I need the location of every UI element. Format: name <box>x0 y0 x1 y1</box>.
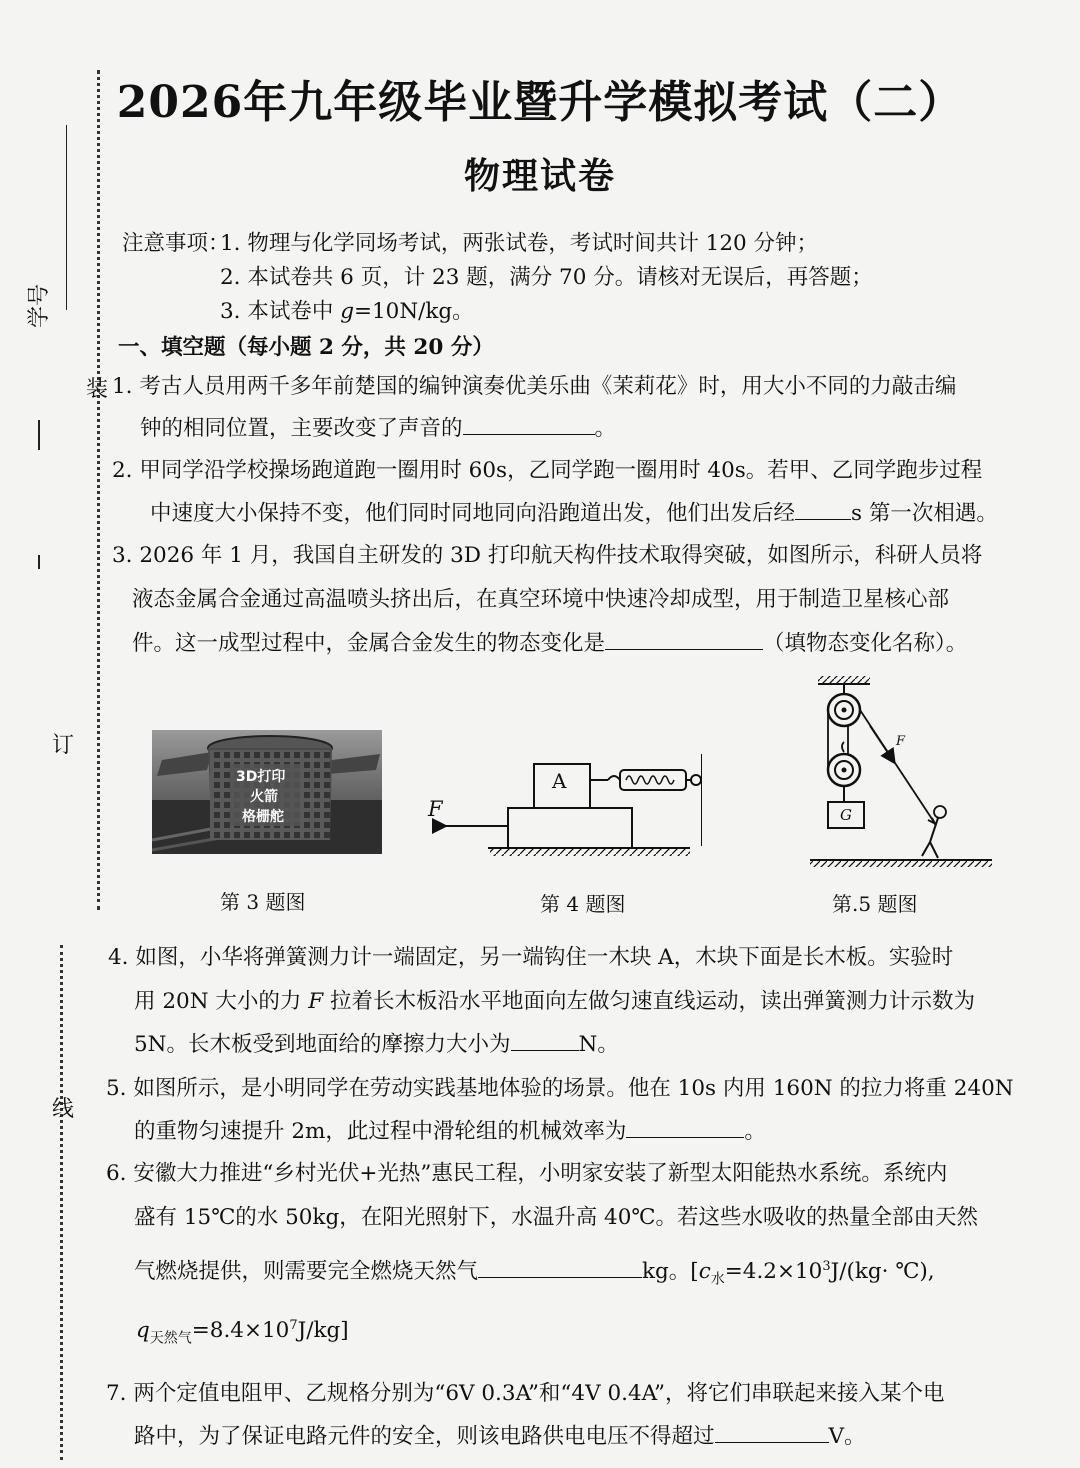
q6-line-3 <box>134 1254 935 1288</box>
q-variable: q <box>136 1318 150 1344</box>
fig4-spring-scale <box>620 770 686 790</box>
q3-end: （填物态变化名称）。 <box>763 631 968 656</box>
q3-line-1: 3. 2026 年 1 月，我国自主研发的 3D 打印航天构件技术取得突破，如图所示，科研人员将 <box>112 543 983 568</box>
fig4-ground-hatch <box>490 849 690 856</box>
fig5-movable-hook <box>842 742 844 752</box>
q-unit: J/kg] <box>297 1318 349 1344</box>
binding-mark-xian: 线 <box>52 1097 75 1122</box>
q7-text: 路中，为了保证电路元件的安全，则该电路供电电压不得超过 <box>134 1424 715 1449</box>
q5-end: 。 <box>744 1119 766 1144</box>
q-subscript: 天然气 <box>149 1330 192 1347</box>
q7-line-2 <box>134 1419 866 1450</box>
fig5-weight-label: G <box>840 806 852 824</box>
fig5-person-body <box>922 818 938 858</box>
fig4-hook <box>608 776 620 780</box>
margin-tick <box>38 555 40 569</box>
fig4-long-board <box>508 808 632 848</box>
q4-line-2 <box>134 984 975 1015</box>
q1-line-2 <box>140 411 616 442</box>
fig3-photo-label-1: 3D打印 <box>236 769 286 785</box>
c-value: =4.2×10 <box>724 1259 823 1284</box>
fig5-person-head <box>934 806 946 818</box>
q4-line-3 <box>134 1027 619 1058</box>
fig4-caption: 第 4 题图 <box>540 892 626 916</box>
fig5-ceiling-hatch <box>818 676 870 684</box>
q5-line-1: 5. 如图所示，是小明同学在劳动实践基地体验的场景。他在 10s 内用 160N 的拉力将重 240N <box>106 1076 1014 1101</box>
c-unit: J/(kg· ℃), <box>830 1259 935 1284</box>
q6-line-1: 6. 安徽大力推进“乡村光伏+光热”惠民工程，小明家安装了新型太阳能热水系统。系统内 <box>106 1161 948 1186</box>
q7-end: V。 <box>828 1424 866 1449</box>
g-value: =10N/kg。 <box>353 299 474 324</box>
notice-item-3-text: 3. 本试卷中 <box>220 299 341 324</box>
fig3-photo-label-3: 格栅舵 <box>242 809 284 825</box>
q-value: =8.4×10 <box>191 1318 290 1344</box>
fig5-force-arrow <box>870 726 894 762</box>
binding-mark-zhuang: 装 <box>86 377 109 402</box>
fig5-diagram <box>806 672 1006 872</box>
q6-line-4 <box>136 1318 349 1347</box>
fig4-force-label: F <box>428 797 443 821</box>
q4-end: N。 <box>578 1032 619 1057</box>
notice-label: 注意事项： <box>122 231 230 256</box>
q5-text: 的重物匀速提升 2m，此过程中滑轮组的机械效率为 <box>134 1119 627 1144</box>
section-heading: 一、填空题（每小题 2 分，共 20 分） <box>118 335 494 360</box>
fig4-wall-ring <box>691 775 701 785</box>
fig4-diagram <box>432 750 702 860</box>
margin-dash <box>38 420 40 450</box>
binding-dotted-line-bottom <box>60 945 63 1460</box>
q4-text: 5N。长木板受到地面给的摩擦力大小为 <box>134 1032 511 1057</box>
g-variable: g <box>340 299 354 324</box>
q2-line-1: 2. 甲同学沿学校操场跑道跑一圈用时 60s，乙同学跑一圈用时 40s。若甲、乙同学跑步过程 <box>112 458 983 483</box>
q2-end: s 第一次相遇。 <box>851 501 998 526</box>
q5-answer-blank[interactable] <box>626 1117 744 1138</box>
q4-text-a: 用 20N 大小的力 <box>134 989 309 1014</box>
q-exponent: 7 <box>289 1318 298 1333</box>
q3-line-3 <box>132 626 967 657</box>
notice-item-1: 1. 物理与化学同场考试，两张试卷，考试时间共计 120 分钟； <box>220 231 819 256</box>
q6-text: 气燃烧提供，则需要完全燃烧天然气 <box>134 1259 479 1284</box>
q4-answer-blank[interactable] <box>511 1030 579 1051</box>
q4-text-b: 拉着长木板沿水平地面向左做匀速直线运动，读出弹簧测力计示数为 <box>323 989 975 1014</box>
c-variable: c <box>698 1259 711 1284</box>
q1-text: 钟的相同位置，主要改变了声音的 <box>140 416 463 441</box>
fig5-floor-hatch <box>810 861 992 867</box>
fig3-photo-label-2: 火箭 <box>250 789 278 805</box>
q2-answer-blank[interactable] <box>795 499 851 520</box>
c-subscript: 水 <box>710 1271 725 1288</box>
q5-line-2 <box>134 1114 766 1145</box>
q1-line-1: 1. 考古人员用两千多年前楚国的编钟演奏优美乐曲《茉莉花》时，用大小不同的力敲击编 <box>112 374 957 399</box>
notice-item-2: 2. 本试卷共 6 页，计 23 题，满分 70 分。请核对无误后，再答题； <box>220 265 873 290</box>
q4-line-1: 4. 如图，小华将弹簧测力计一端固定，另一端钩住一木块 A，木块下面是长木板。实验时 <box>108 945 954 970</box>
q6-answer-blank[interactable] <box>478 1257 642 1278</box>
c-exponent: 3 <box>822 1258 831 1274</box>
q2-text: 中速度大小保持不变，他们同时同地同向沿跑道出发，他们出发后经 <box>150 501 796 526</box>
fig3-photo <box>152 730 382 854</box>
q3-text: 件。这一成型过程中，金属合金发生的物态变化是 <box>132 631 606 656</box>
q3-line-2: 液态金属合金通过高温喷头挤出后，在真空环境中快速冷却成型，用于制造卫星核心部 <box>132 587 950 612</box>
q1-answer-blank[interactable] <box>463 414 595 435</box>
exam-subtitle: 物理试卷 <box>463 155 616 197</box>
binding-mark-ding: 订 <box>52 733 75 758</box>
fig5-force-label: F <box>896 734 906 749</box>
exam-title: 2026年九年级毕业暨升学模拟考试（二） <box>116 77 964 128</box>
student-id-label: 学号 <box>27 283 52 328</box>
q1-end: 。 <box>594 416 617 441</box>
fig5-caption: 第.5 题图 <box>832 892 918 916</box>
fig3-caption: 第 3 题图 <box>220 890 306 914</box>
q7-answer-blank[interactable] <box>715 1422 829 1443</box>
q6-unit: kg。[ <box>642 1259 699 1284</box>
q2-line-2 <box>150 496 998 527</box>
q3-answer-blank[interactable] <box>605 629 763 650</box>
q7-line-1: 7. 两个定值电阻甲、乙规格分别为“6V 0.3A”和“4V 0.4A”，将它们串联起来接入某个电 <box>106 1381 945 1406</box>
q6-line-2: 盛有 15℃的水 50kg，在阳光照射下，水温升高 40℃。若这些水吸收的热量全部由天然 <box>134 1205 978 1230</box>
notice-item-3 <box>220 294 474 325</box>
fig4-block-label: A <box>552 769 567 793</box>
q4-force-var: F <box>308 989 324 1014</box>
